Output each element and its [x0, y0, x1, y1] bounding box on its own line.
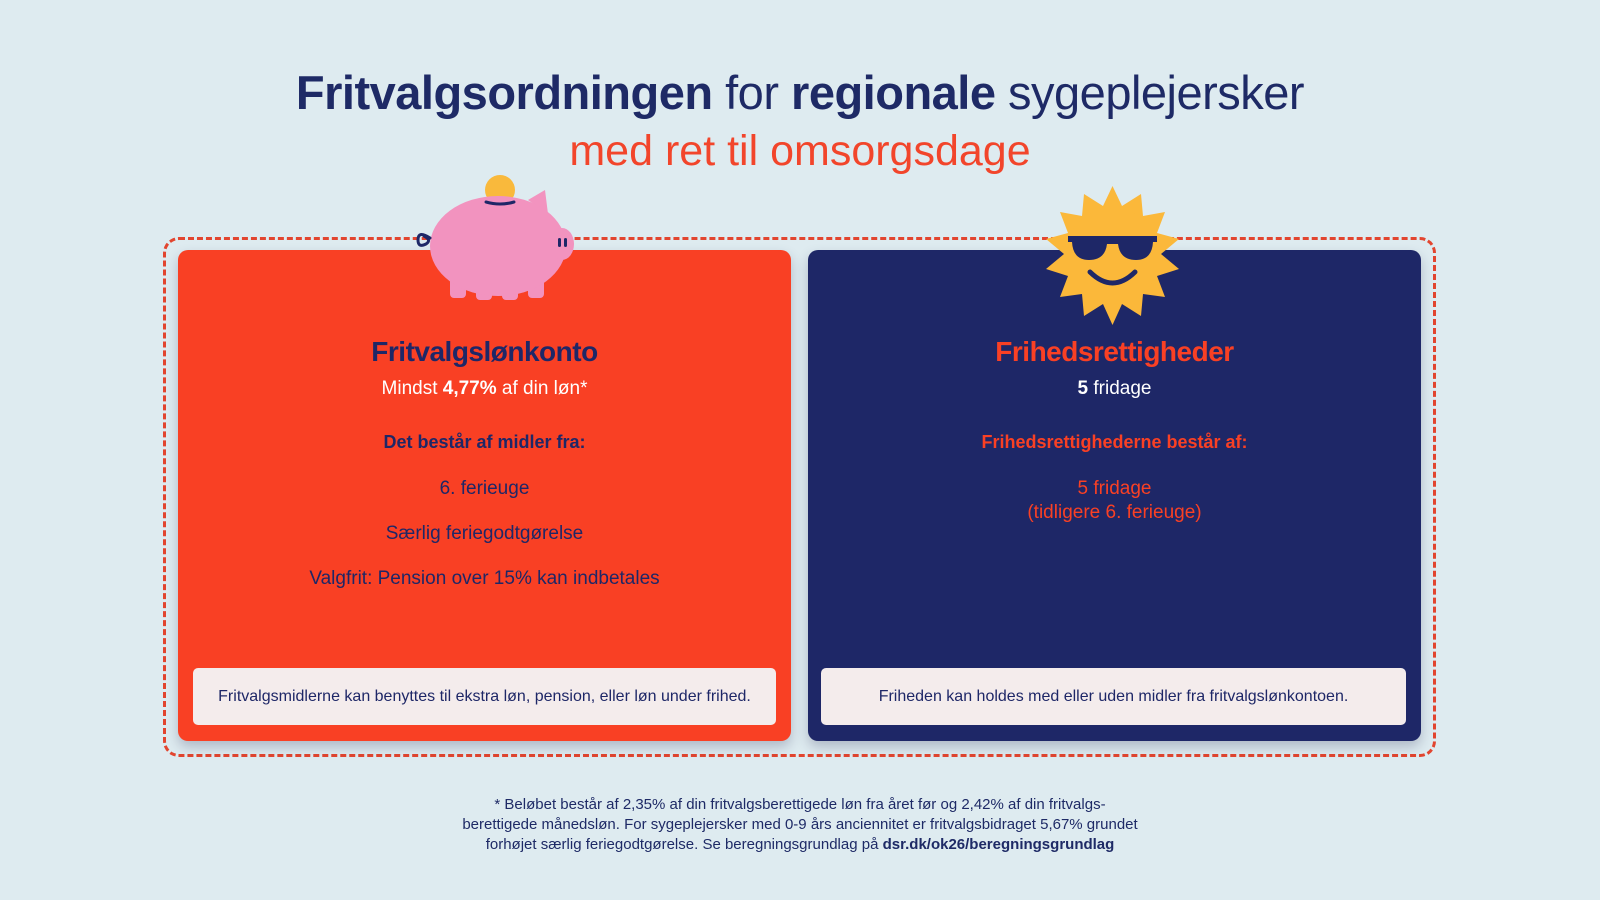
- footnote: [0, 795, 1600, 855]
- sub-value: 4,77%: [442, 378, 497, 399]
- piggy-bank-icon: [410, 170, 580, 310]
- sub-prefix: Mindst: [381, 378, 443, 399]
- sub-value: 5: [1077, 378, 1089, 399]
- footnote-line: [0, 835, 1600, 855]
- sub-suffix: fridage: [1088, 378, 1152, 399]
- page-title: [0, 64, 1600, 122]
- title-light-2: sygeplejersker: [995, 66, 1305, 119]
- card-subtitle: [808, 378, 1421, 400]
- beregningsgrundlag-link[interactable]: dsr.dk/ok26/beregningsgrundlag: [882, 836, 1115, 853]
- page-subtitle: med ret til omsorgsdage: [569, 127, 1031, 175]
- sub-suffix: af din løn*: [496, 378, 588, 399]
- card-title: Frihedsrettigheder: [995, 336, 1234, 367]
- list-item: 6. ferieuge: [439, 478, 530, 499]
- list-item: 5 fridage: [1077, 478, 1152, 499]
- footnote-line: berettigede månedsløn. For sygeplejersker med 0-9 års anciennitet er fritvalgsbidraget 5,67% grundet: [462, 816, 1138, 833]
- info-note: Fritvalgsmidlerne kan benyttes til ekstra løn, pension, eller løn under frihed.: [193, 668, 776, 725]
- title-bold-2: regionale: [791, 66, 996, 119]
- info-note: Friheden kan holdes med eller uden midler fra fritvalgslønkontoen.: [821, 668, 1406, 725]
- fritvalgslonkonto-card: [178, 250, 791, 741]
- list-item: Valgfrit: Pension over 15% kan indbetales: [309, 568, 660, 589]
- list-item: Særlig feriegodtgørelse: [385, 523, 584, 544]
- title-light-1: for: [712, 66, 792, 119]
- footnote-text: forhøjet særlig feriegodtgørelse. Se beregningsgrundlag på: [485, 836, 883, 853]
- list-item: (tidligere 6. ferieuge): [1027, 502, 1202, 523]
- title-bold-1: Fritvalgsordningen: [295, 66, 713, 119]
- card-title: Fritvalgslønkonto: [371, 336, 598, 367]
- card-heading: Frihedsrettighederne består af:: [981, 432, 1248, 452]
- card-heading: Det består af midler fra:: [383, 432, 586, 452]
- sun-with-sunglasses-icon: [1040, 184, 1185, 329]
- footnote-line: * Beløbet består af 2,35% af din fritvalgsberettigede løn fra året før og 2,42% af din fritvalgs-: [494, 796, 1106, 813]
- card-subtitle: [178, 378, 791, 400]
